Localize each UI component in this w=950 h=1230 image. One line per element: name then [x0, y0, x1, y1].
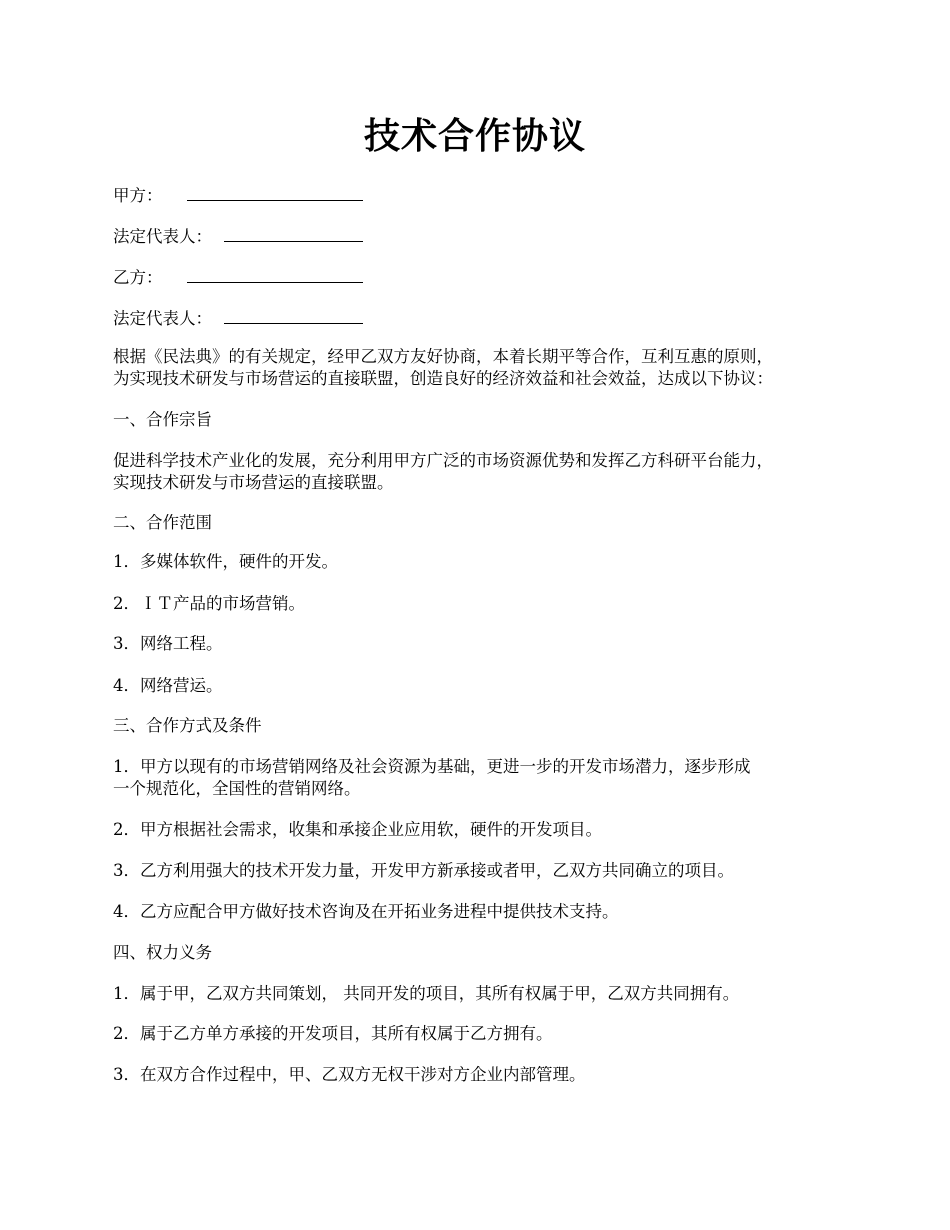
party-a-label: 甲方：	[113, 186, 163, 205]
section-2-heading: 二、合作范围	[113, 513, 212, 532]
section-4-item-2: 2．属于乙方单方承接的开发项目，其所有权属于乙方拥有。	[113, 1024, 553, 1043]
section-3-item-3: 3．乙方利用强大的技术开发力量，开发甲方新承接或者甲，乙双方共同确立的项目。	[113, 861, 734, 880]
party-a-representative-blank[interactable]	[224, 223, 363, 242]
section-2-item-3: 3．网络工程。	[113, 634, 223, 653]
section-3-item-4: 4．乙方应配合甲方做好技术咨询及在开拓业务进程中提供技术支持。	[113, 902, 619, 921]
section-4-item-3: 3．在双方合作过程中，甲、乙双方无权干涉对方企业内部管理。	[113, 1065, 586, 1084]
section-2-item-2: 2．ＩＴ产品的市场营销。	[113, 594, 305, 613]
party-b-field	[113, 264, 363, 289]
intro-line-1: 根据《民法典》的有关规定，经甲乙双方友好协商，本着长期平等合作，互利互惠的原则，	[113, 347, 773, 366]
section-1-heading: 一、合作宗旨	[113, 410, 212, 429]
party-b-representative-field	[113, 305, 363, 330]
section-1-line-1: 促进科学技术产业化的发展，充分利用甲方广泛的市场资源优势和发挥乙方科研平台能力，	[113, 451, 773, 470]
section-3-item-2: 2．甲方根据社会需求，收集和承接企业应用软，硬件的开发项目。	[113, 820, 602, 839]
document-title: 技术合作协议	[363, 115, 586, 157]
party-b-representative-blank[interactable]	[224, 305, 363, 324]
section-3-item-1-line-2: 一个规范化，全国性的营销网络。	[113, 779, 361, 798]
section-2-item-4: 4．网络营运。	[113, 676, 223, 695]
party-a-blank[interactable]	[187, 182, 363, 201]
party-a-field	[113, 182, 363, 207]
party-a-representative-field	[113, 223, 363, 248]
intro-line-2: 为实现技术研发与市场营运的直接联盟，创造良好的经济效益和社会效益，达成以下协议：	[113, 369, 773, 388]
party-a-representative-label: 法定代表人：	[113, 227, 212, 246]
section-1-line-2: 实现技术研发与市场营运的直接联盟。	[113, 473, 394, 492]
party-b-blank[interactable]	[187, 264, 363, 283]
section-2-item-1: 1．多媒体软件，硬件的开发。	[113, 552, 338, 571]
section-3-heading: 三、合作方式及条件	[113, 716, 262, 735]
section-4-heading: 四、权力义务	[113, 943, 212, 962]
section-3-item-1-line-1: 1．甲方以现有的市场营销网络及社会资源为基础，更进一步的开发市场潜力，逐步形成	[113, 757, 751, 776]
party-b-label: 乙方：	[113, 268, 163, 287]
party-b-representative-label: 法定代表人：	[113, 309, 212, 328]
section-4-item-1: 1．属于甲，乙双方共同策划， 共同开发的项目，其所有权属于甲，乙双方共同拥有。	[113, 984, 740, 1003]
